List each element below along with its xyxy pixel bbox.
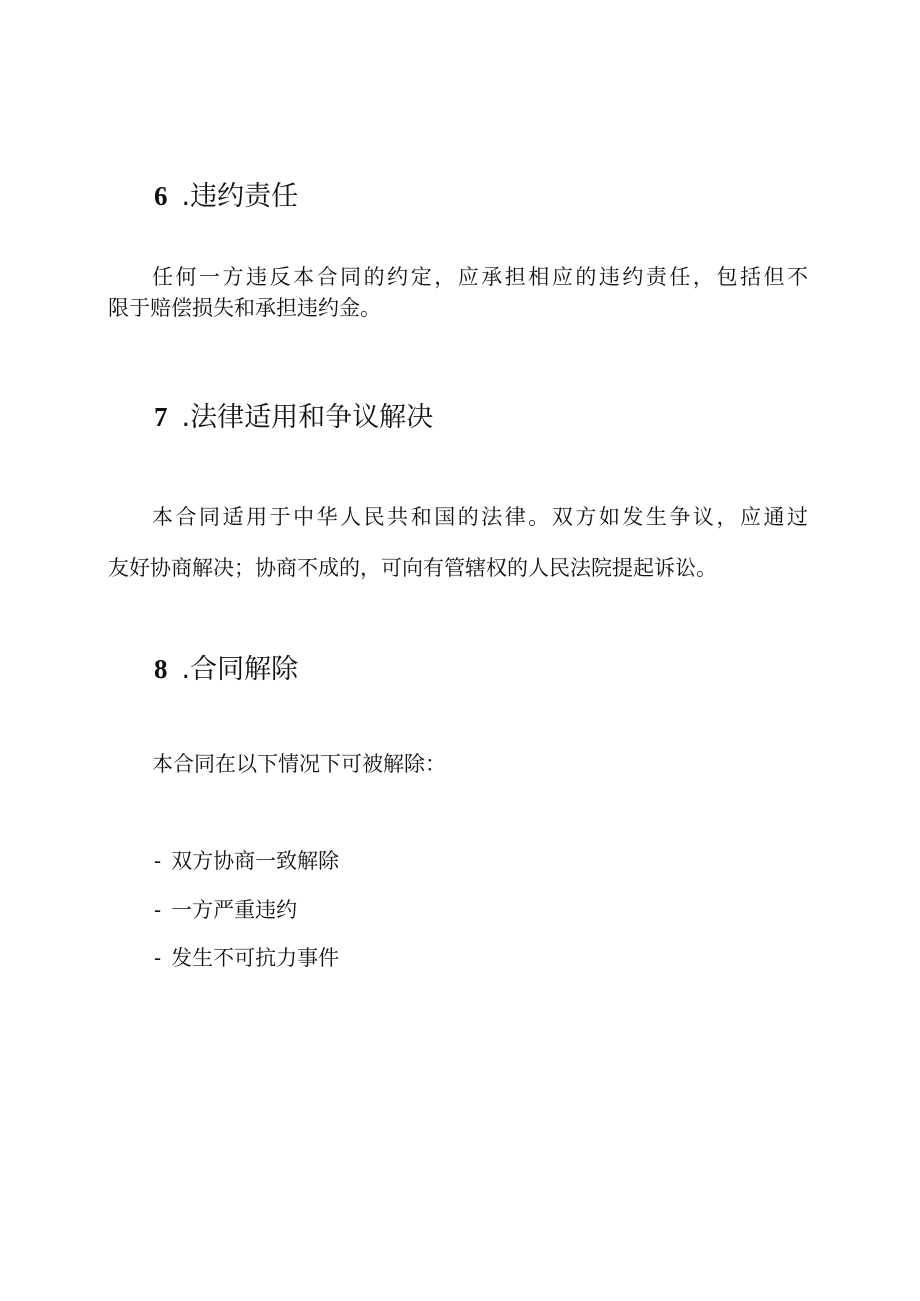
list-item (154, 846, 339, 876)
list-dash: - (154, 849, 162, 873)
paragraph-line: 限于赔偿损失和承担违约金。 (108, 296, 381, 320)
list-dash: - (154, 946, 162, 970)
section-6-title: .违约责任 (181, 181, 299, 212)
section-7-title: .法律适用和争议解决 (181, 402, 434, 433)
section-6-paragraph (108, 262, 808, 324)
list-item-text: 发生不可抗力事件 (171, 946, 340, 970)
section-8-intro (108, 749, 808, 780)
list-item (154, 943, 339, 973)
list-item-text: 双方协商一致解除 (171, 849, 340, 873)
section-7-heading (154, 400, 433, 435)
list-dash: - (154, 898, 162, 922)
intro-line: 本合同在以下情况下可被解除： (152, 752, 446, 776)
section-6-number: 6 (154, 181, 168, 211)
section-7-number: 7 (154, 402, 168, 432)
list-item (154, 895, 297, 925)
section-8-heading (154, 652, 298, 687)
paragraph-line: 任何一方违反本合同的约定，应承担相应的违约责任，包括但不 (152, 265, 808, 289)
section-8-title: .合同解除 (181, 654, 299, 685)
list-item-text: 一方严重违约 (171, 898, 298, 922)
paragraph-line: 友好协商解决；协商不成的，可向有管辖权的人民法院提起诉讼。 (108, 556, 717, 580)
section-8-number: 8 (154, 654, 168, 684)
section-6-heading (154, 179, 298, 214)
section-7-paragraph (108, 492, 808, 594)
paragraph-line: 本合同适用于中华人民共和国的法律。双方如发生争议，应通过 (152, 505, 808, 529)
